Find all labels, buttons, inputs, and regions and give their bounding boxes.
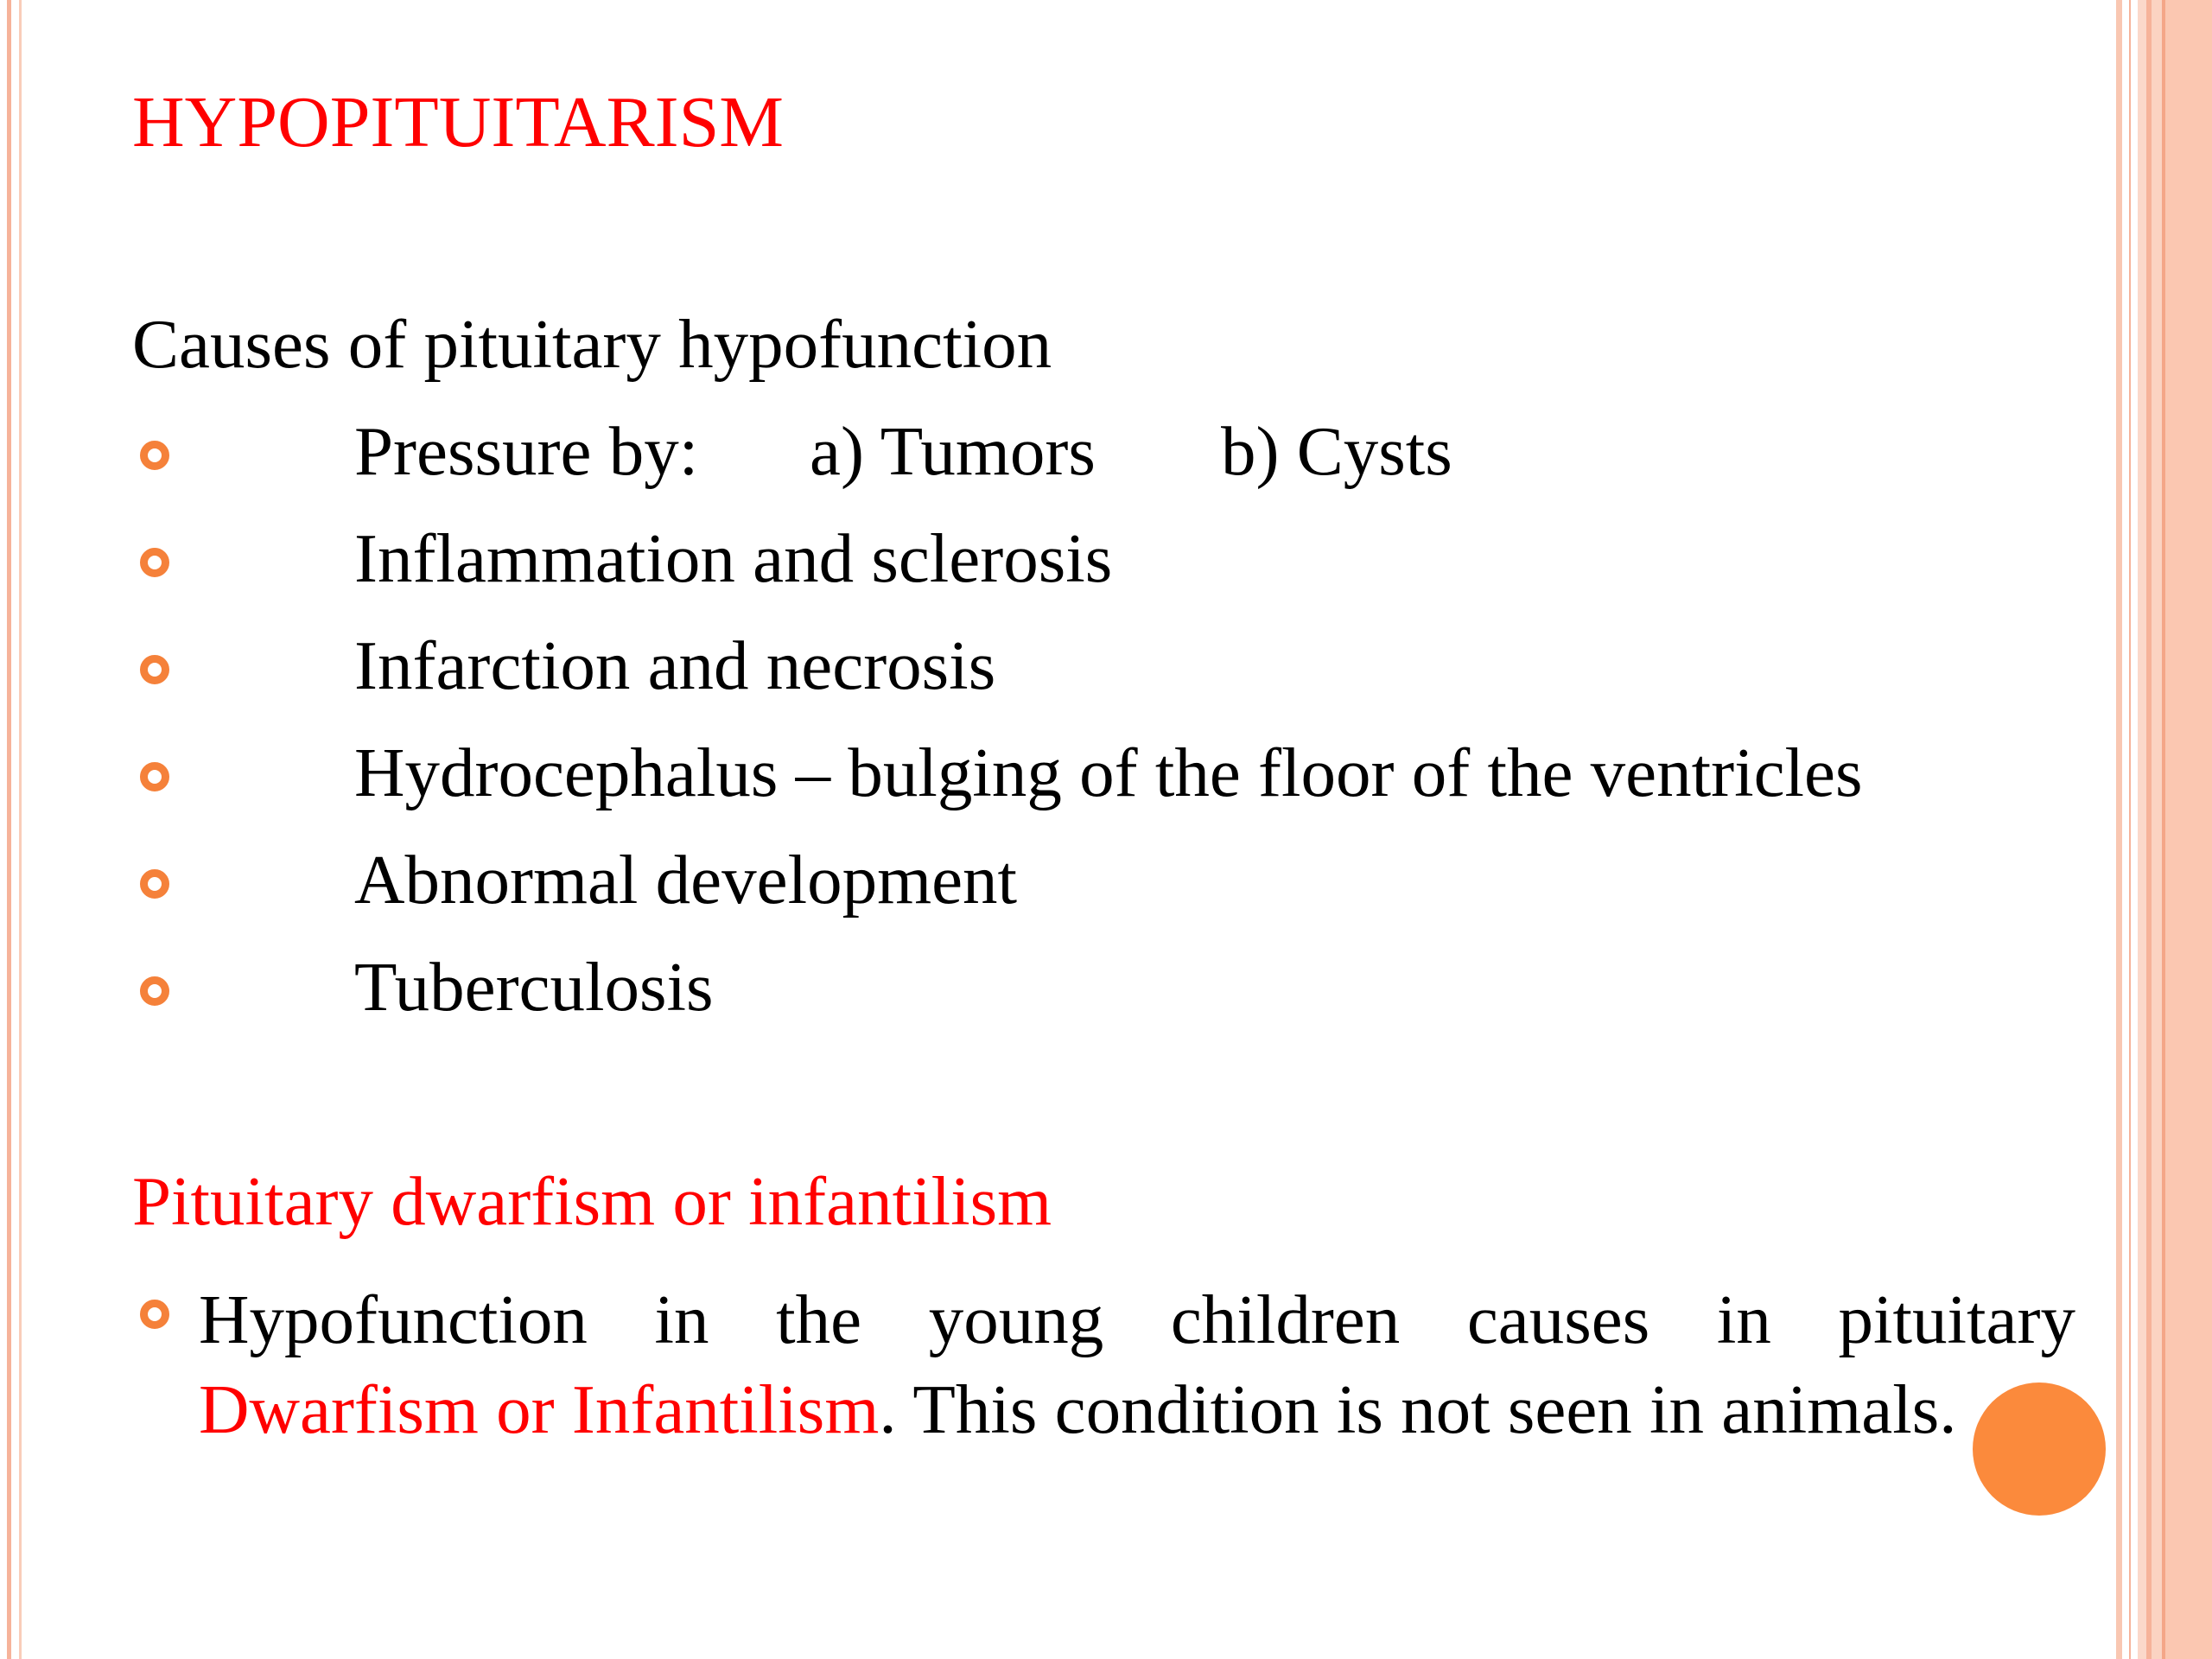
- right-border-band: [2138, 0, 2146, 1659]
- orange-circle-icon: [1973, 1382, 2106, 1516]
- list-item: Inflammation and sclerosis: [354, 519, 1113, 597]
- right-border-band: [2116, 0, 2122, 1659]
- orange-ring-bullet-icon: [140, 762, 169, 791]
- word: young: [928, 1281, 1104, 1358]
- pressure-label: Pressure by:: [354, 412, 699, 490]
- left-border-line-inner: [19, 0, 22, 1659]
- causes-subheading: Causes of pituitary hypofunction: [132, 305, 1052, 383]
- right-border-band: [2152, 0, 2162, 1659]
- orange-ring-bullet-icon: [140, 655, 169, 684]
- list-item: Abnormal development: [354, 841, 1018, 918]
- pressure-option-cysts: b) Cysts: [1221, 412, 1452, 490]
- list-item: Infarction and necrosis: [354, 626, 996, 704]
- paragraph-rest: . This condition is not seen in animals.: [879, 1370, 1957, 1448]
- word: pituitary: [1838, 1281, 2075, 1358]
- orange-ring-bullet-icon: [140, 1300, 169, 1329]
- dwarfism-highlight: Dwarfism or Infantilism: [199, 1370, 880, 1448]
- orange-ring-bullet-icon: [140, 441, 169, 470]
- paragraph-line-2: [199, 1364, 2075, 1454]
- paragraph-line-1: [199, 1274, 2075, 1364]
- slide-title: HYPOPITUITARISM: [132, 82, 784, 162]
- word: in: [1716, 1281, 1771, 1358]
- word: causes: [1466, 1281, 1650, 1358]
- word: the: [776, 1281, 862, 1358]
- dwarfism-paragraph: [199, 1274, 2075, 1454]
- right-border-band: [2165, 0, 2212, 1659]
- word: children: [1170, 1281, 1401, 1358]
- pressure-option-tumors: a) Tumors: [810, 412, 1096, 490]
- orange-ring-bullet-icon: [140, 976, 169, 1006]
- list-item: Hydrocephalus – bulging of the floor of the ventricles: [354, 734, 1863, 811]
- orange-ring-bullet-icon: [140, 869, 169, 899]
- dwarfism-heading: Pituitary dwarfism or infantilism: [132, 1162, 1052, 1240]
- word: Hypofunction: [199, 1281, 588, 1358]
- list-item: Tuberculosis: [354, 948, 714, 1026]
- word: in: [654, 1281, 709, 1358]
- left-border-line: [7, 0, 11, 1659]
- orange-ring-bullet-icon: [140, 548, 169, 577]
- right-border-band: [2129, 0, 2131, 1659]
